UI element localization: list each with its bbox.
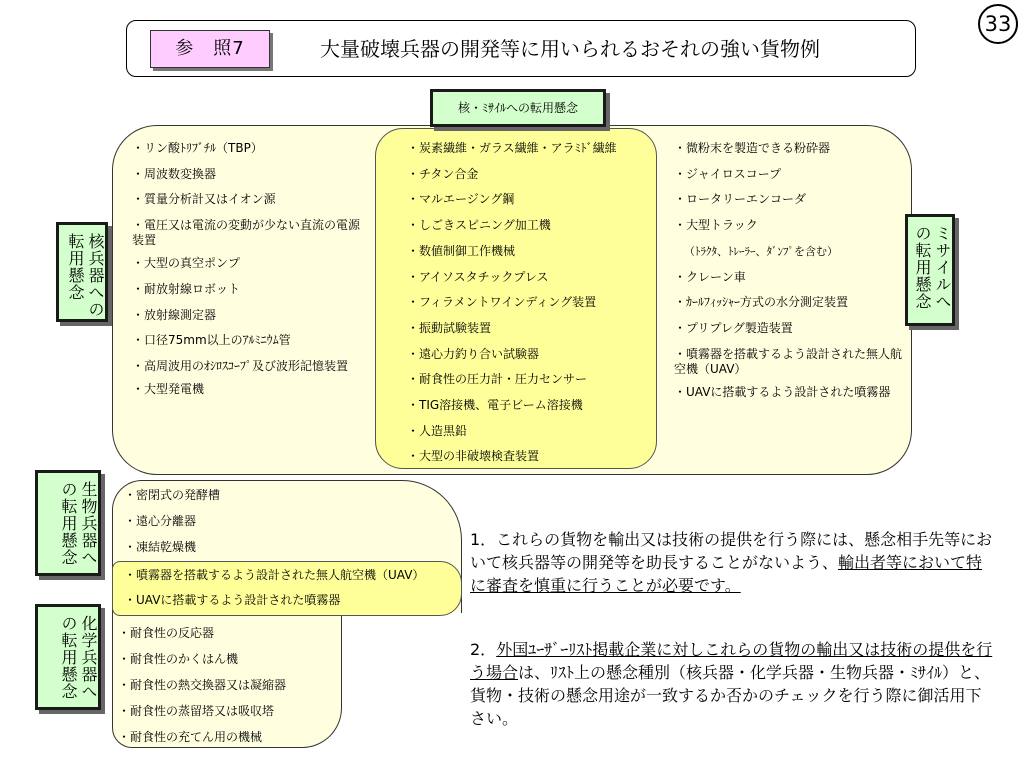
note-2-text: は、ﾘｽﾄ上の懸念種別（核兵器・化学兵器・生物兵器・ﾐｻｲﾙ）と、貨物・技術の懸念用途が一致するか否かのチェックを行う際に御活用下さい。 (470, 663, 991, 728)
bio-item-list (124, 482, 454, 560)
list-item: ・アイソスタチックプレス (407, 269, 549, 284)
list-item: ・数値制御工作機械 (407, 243, 516, 258)
list-item: ・TIG溶接機、電子ビーム溶接機 (407, 398, 583, 413)
list-item: ・耐放射線ロボット (132, 281, 241, 296)
list-item-note: （ﾄﾗｸﾀ、ﾄﾚｰﾗｰ、ﾀﾞﾝﾌﾟを含む） (684, 244, 838, 258)
list-item: ・大型発電機 (132, 381, 205, 396)
chem-item-list (118, 620, 348, 750)
note-2 (470, 638, 995, 730)
page-number: 33 (978, 4, 1018, 44)
list-item: ・周波数変換器 (132, 166, 217, 181)
list-item: ・口径75mm以上のｱﾙﾐﾆｳﾑ管 (132, 333, 291, 348)
missile-item-list (674, 136, 904, 403)
note-1-text: 1．これらの貨物を輸出又は技術の提供を行う際には、懸念相手先等において核兵器等の開発等を助長することがないよう、 (470, 530, 993, 572)
list-item: ・UAVに搭載するよう設計された噴霧器 (124, 593, 341, 607)
list-item: ・電圧又は電流の変動が少ない直流の電源装置 (132, 218, 361, 248)
nuclear-missile-concern-label: 核・ﾐｻｲﾙへの転用懸念 (430, 89, 606, 127)
shared-item-list (124, 563, 454, 613)
list-item: ・耐食性の圧力計・圧力センサー (407, 372, 588, 387)
page-title: 大量破壊兵器の開発等に用いられるおそれの強い貨物例 (320, 37, 820, 61)
list-item: ・UAVに搭載するよう設計された噴霧器 (674, 384, 891, 399)
reference-label: 参 照7 (150, 30, 270, 68)
note-1 (470, 528, 995, 597)
list-item: ・ｶｰﾙﾌｨｯｼｬｰ方式の水分測定装置 (674, 295, 849, 310)
list-item: ・遠心分離器 (124, 514, 197, 528)
list-item: ・噴霧器を搭載するよう設計された無人航空機（UAV） (124, 568, 425, 582)
list-item: ・遠心力釣り合い試験器 (407, 346, 540, 361)
note-2-emphasis: 外国ﾕｰｻﾞｰﾘｽﾄ掲載企業に対しこれらの貨物の輸出又は技術の提供を行う場合 (470, 640, 993, 682)
chem-concern-label: 化学兵器への転用懸念 (35, 604, 101, 710)
list-item: ・凍結乾燥機 (124, 540, 197, 554)
missile-concern-label: ミサイルへの転用懸念 (905, 214, 955, 326)
list-item: ・マルエージング鋼 (407, 192, 515, 207)
list-item: ・耐食性の蒸留塔又は吸収塔 (118, 704, 275, 718)
list-item: ・放射線測定器 (132, 307, 217, 322)
note-1-emphasis: 輸出者等において特に審査を慎重に行うことが必要です。 (470, 553, 983, 595)
list-item: ・プリプレグ製造装置 (674, 320, 793, 335)
bio-concern-label: 生物兵器への転用懸念 (35, 470, 101, 576)
list-item: ・密閉式の発酵槽 (124, 488, 221, 502)
list-item: ・質量分析計又はイオン源 (132, 192, 276, 207)
list-item: ・耐食性の反応器 (118, 626, 215, 640)
list-item: ・しごきスピニング加工機 (407, 218, 551, 233)
list-item: ・ジャイロスコープ (674, 166, 782, 181)
list-item: ・フィラメントワインディング装置 (407, 295, 597, 310)
list-item: ・大型の非破壊検査装置 (407, 449, 540, 464)
list-item: ・噴霧器を搭載するよう設計された無人航空機（UAV） (674, 346, 903, 376)
list-item: ・クレーン車 (674, 269, 746, 284)
nuclear-item-list (132, 136, 367, 403)
nuclear-concern-label: 核兵器への転用懸念 (56, 222, 108, 322)
list-item: ・リン酸ﾄﾘﾌﾞﾁﾙ（TBP） (132, 141, 263, 155)
list-item: ・耐食性のかくはん機 (118, 652, 239, 666)
list-item: ・人造黒鉛 (407, 423, 468, 438)
note-2-number: 2． (470, 640, 497, 659)
list-item: ・耐食性の熱交換器又は凝縮器 (118, 678, 287, 692)
list-item: ・振動試験装置 (407, 320, 492, 335)
list-item: ・ロータリーエンコーダ (674, 192, 807, 207)
list-item: ・チタン合金 (407, 166, 479, 181)
nuclear-missile-item-list (407, 136, 647, 470)
list-item: ・高周波用のｵｼﾛｽｺｰﾌﾟ及び波形記憶装置 (132, 358, 349, 373)
list-item: ・耐食性の充てん用の機械 (118, 730, 263, 744)
list-item: ・微粉末を製造できる粉砕器 (674, 141, 831, 155)
list-item: ・炭素繊維・ガラス繊維・アラﾐﾄﾞ繊維 (407, 141, 617, 155)
list-item: ・大型トラック (674, 218, 758, 233)
list-item: ・大型の真空ポンプ (132, 256, 241, 271)
